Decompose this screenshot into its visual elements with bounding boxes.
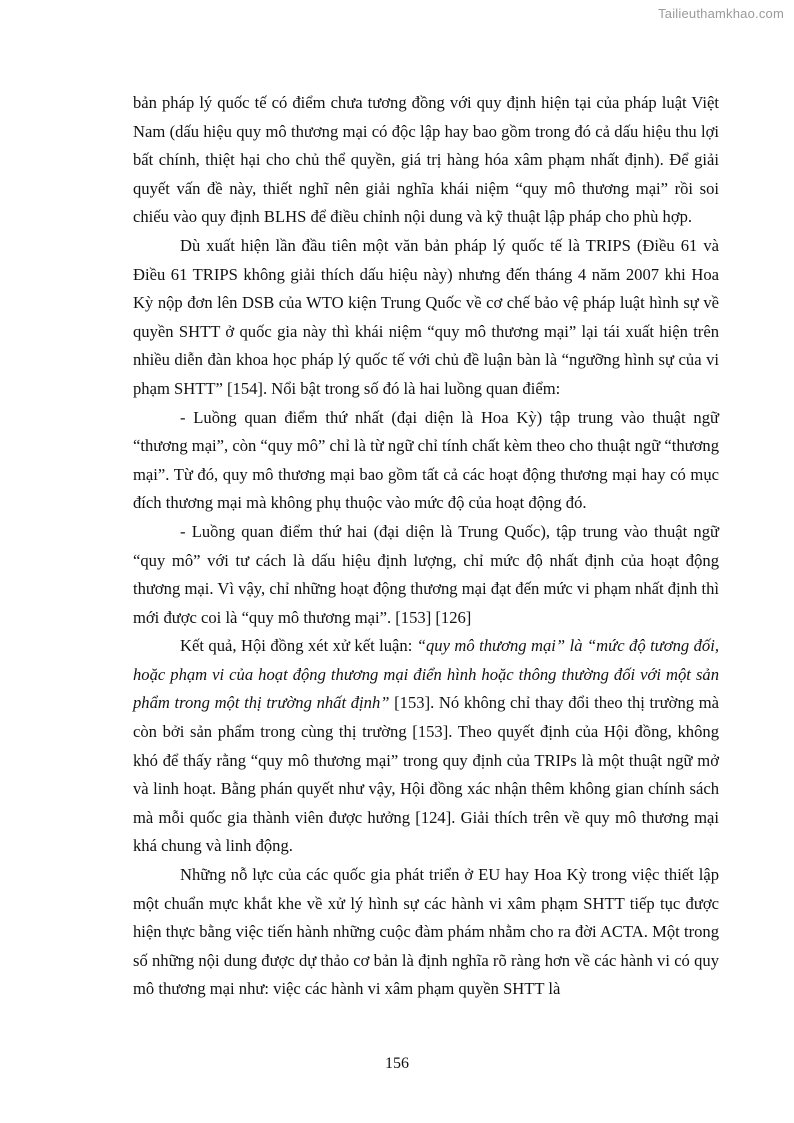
conclusion-lead: Kết quả, Hội đồng xét xử kết luận: bbox=[180, 636, 417, 656]
conclusion-rest: [153]. Nó không chỉ thay đổi theo thị trường mà còn bởi sản phẩm trong cùng thị trường [153]. Theo quyết định của Hội đồng, không khó để thấy rằng “quy mô thương mại” trong quy định của TRIPs là một thuật ngữ mở và linh hoạt. Bằng phán quyết như vậy, Hội đồng xác nhận thêm không gian chính sách mà mỗi quốc gia thành viên được hưởng [124]. Giải thích trên về quy mô thương mại khá chung và linh động. bbox=[133, 693, 719, 856]
paragraph-4-viewpoint-two: - Luồng quan điểm thứ hai (đại diện là Trung Quốc), tập trung vào thuật ngữ “quy mô” với tư cách là dấu hiệu định lượng, chỉ mức độ nhất định của hoạt động thương mại. Vì vậy, chỉ những hoạt động thương mại đạt đến mức vi phạm nhất định thì mới được coi là “quy mô thương mại”. [153] [126] bbox=[133, 521, 719, 627]
paragraph-3-viewpoint-one: - Luồng quan điểm thứ nhất (đại diện là Hoa Kỳ) tập trung vào thuật ngữ “thương mại”, còn “quy mô” chỉ là từ ngữ chỉ tính chất kèm theo cho thuật ngữ “thương mại”. Từ đó, quy mô thương mại bao gồm tất cả các hoạt động thương mại hay có mục đích thương mại mà không phụ thuộc vào mức độ của hoạt động đó. bbox=[133, 407, 719, 513]
paragraph-5-conclusion bbox=[133, 632, 719, 861]
paragraph-2: Dù xuất hiện lần đầu tiên một văn bản pháp lý quốc tế là TRIPS (Điều 61 và Điều 61 TRIPS không giải thích dấu hiệu này) nhưng đến tháng 4 năm 2007 khi Hoa Kỳ nộp đơn lên DSB của WTO kiện Trung Quốc về cơ chế bảo vệ pháp luật hình sự về quyền SHTT ở quốc gia này thì khái niệm “quy mô thương mại” lại tái xuất hiện trên nhiều diễn đàn khoa học pháp lý quốc tế với chủ đề luận bàn là “ngưỡng hình sự của vi phạm SHTT” [154]. Nổi bật trong số đó là hai luồng quan điểm: bbox=[133, 235, 719, 398]
paragraph-1: bản pháp lý quốc tế có điểm chưa tương đồng với quy định hiện tại của pháp luật Việt Nam (dấu hiệu quy mô thương mại có độc lập hay bao gồm trong đó cả dấu hiệu thu lợi bất chính, thiệt hại cho chủ thể quyền, giá trị hàng hóa xâm phạm nhất định). Để giải quyết vấn đề này, thiết nghĩ nên giải nghĩa khái niệm “quy mô thương mại” rồi soi chiếu vào quy định BLHS để điều chỉnh nội dung và kỹ thuật lập pháp cho phù hợp. bbox=[133, 93, 719, 227]
paragraph-6: Những nỗ lực của các quốc gia phát triển ở EU hay Hoa Kỳ trong việc thiết lập một chuẩn mực khắt khe về xử lý hình sự các hành vi xâm phạm SHTT tiếp tục được hiện thực bằng việc tiến hành những cuộc đàm phám nhằm cho ra đời ACTA. Một trong số những nội dung được dự thảo cơ bản là định nghĩa rõ ràng hơn về các hành vi có quy mô thương mại như: việc các hành vi xâm phạm quyền SHTT là bbox=[133, 865, 719, 999]
watermark-text: Tailieuthamkhao.com bbox=[658, 6, 784, 21]
conclusion-quote: “quy mô thương mại” là “mức độ tương đối, hoặc phạm vi của hoạt động thương mại điển hình hoặc thông thường đối với một sản phẩm trong một thị trường nhất định” bbox=[133, 636, 719, 713]
page-number: 156 bbox=[385, 1055, 409, 1072]
document-body bbox=[133, 89, 719, 1004]
